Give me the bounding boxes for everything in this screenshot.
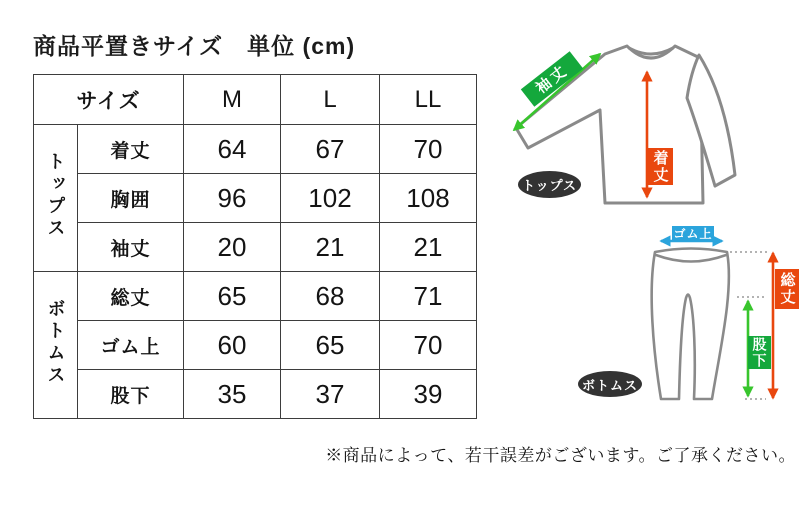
- header-row: [34, 75, 477, 125]
- table-row: [34, 321, 477, 370]
- col-header-ll: LL: [380, 75, 477, 125]
- pants-outline: [652, 249, 729, 400]
- tops-badge: [518, 171, 581, 198]
- bottoms-badge-text: ボトムス: [581, 377, 638, 393]
- value-cell: 64: [184, 125, 281, 174]
- row-label-chest: 胸囲: [78, 174, 184, 223]
- row-label-sleeve-length: 袖丈: [78, 223, 184, 272]
- body-length-label: [647, 148, 673, 185]
- waist-width-label-text: ゴム上: [673, 227, 713, 241]
- value-cell: 96: [184, 174, 281, 223]
- value-cell: 35: [184, 370, 281, 419]
- table-row: [34, 174, 477, 223]
- row-label-waist-rise: ゴム上: [78, 321, 184, 370]
- row-label-total-length: 総丈: [78, 272, 184, 321]
- waist-width-label: [672, 226, 714, 242]
- value-cell: 20: [184, 223, 281, 272]
- value-cell: 39: [380, 370, 477, 419]
- value-cell: 21: [281, 223, 380, 272]
- page-title: 商品平置きサイズ 単位 (cm): [33, 33, 356, 59]
- inseam-label-text: 股下: [751, 336, 768, 369]
- size-table: [33, 74, 477, 419]
- table-row: [34, 370, 477, 419]
- table-row: [34, 272, 477, 321]
- value-cell: 102: [281, 174, 380, 223]
- value-cell: 65: [184, 272, 281, 321]
- group-cell-tops: [34, 125, 78, 272]
- footer-note: ※商品によって、若干誤差がございます。ご了承ください。: [325, 446, 796, 465]
- value-cell: 108: [380, 174, 477, 223]
- value-cell: 37: [281, 370, 380, 419]
- tops-badge-text: トップス: [521, 178, 578, 193]
- bottoms-diagram: [560, 220, 800, 412]
- row-label-inseam: 股下: [78, 370, 184, 419]
- row-label-body-length: 着丈: [78, 125, 184, 174]
- bottoms-badge: [578, 371, 642, 397]
- group-label-bottoms: ボトムス: [45, 298, 66, 387]
- inseam-label: [748, 336, 771, 369]
- size-header-cell: サイズ: [34, 75, 184, 125]
- table-row: [34, 223, 477, 272]
- value-cell: 67: [281, 125, 380, 174]
- col-header-l: L: [281, 75, 380, 125]
- value-cell: 68: [281, 272, 380, 321]
- table-row: [34, 125, 477, 174]
- value-cell: 65: [281, 321, 380, 370]
- value-cell: 71: [380, 272, 477, 321]
- sleeve-length-label-text: 袖丈: [532, 61, 572, 97]
- group-label-tops: トップス: [45, 151, 66, 240]
- total-length-label-text: 総丈: [778, 272, 796, 306]
- value-cell: 70: [380, 321, 477, 370]
- col-header-m: M: [184, 75, 281, 125]
- pants-illustration: [630, 220, 800, 412]
- value-cell: 21: [380, 223, 477, 272]
- tops-diagram: [495, 28, 795, 220]
- body-length-label-text: 着丈: [651, 149, 669, 184]
- total-length-label: [775, 269, 799, 309]
- value-cell: 60: [184, 321, 281, 370]
- group-cell-bottoms: [34, 272, 78, 419]
- value-cell: 70: [380, 125, 477, 174]
